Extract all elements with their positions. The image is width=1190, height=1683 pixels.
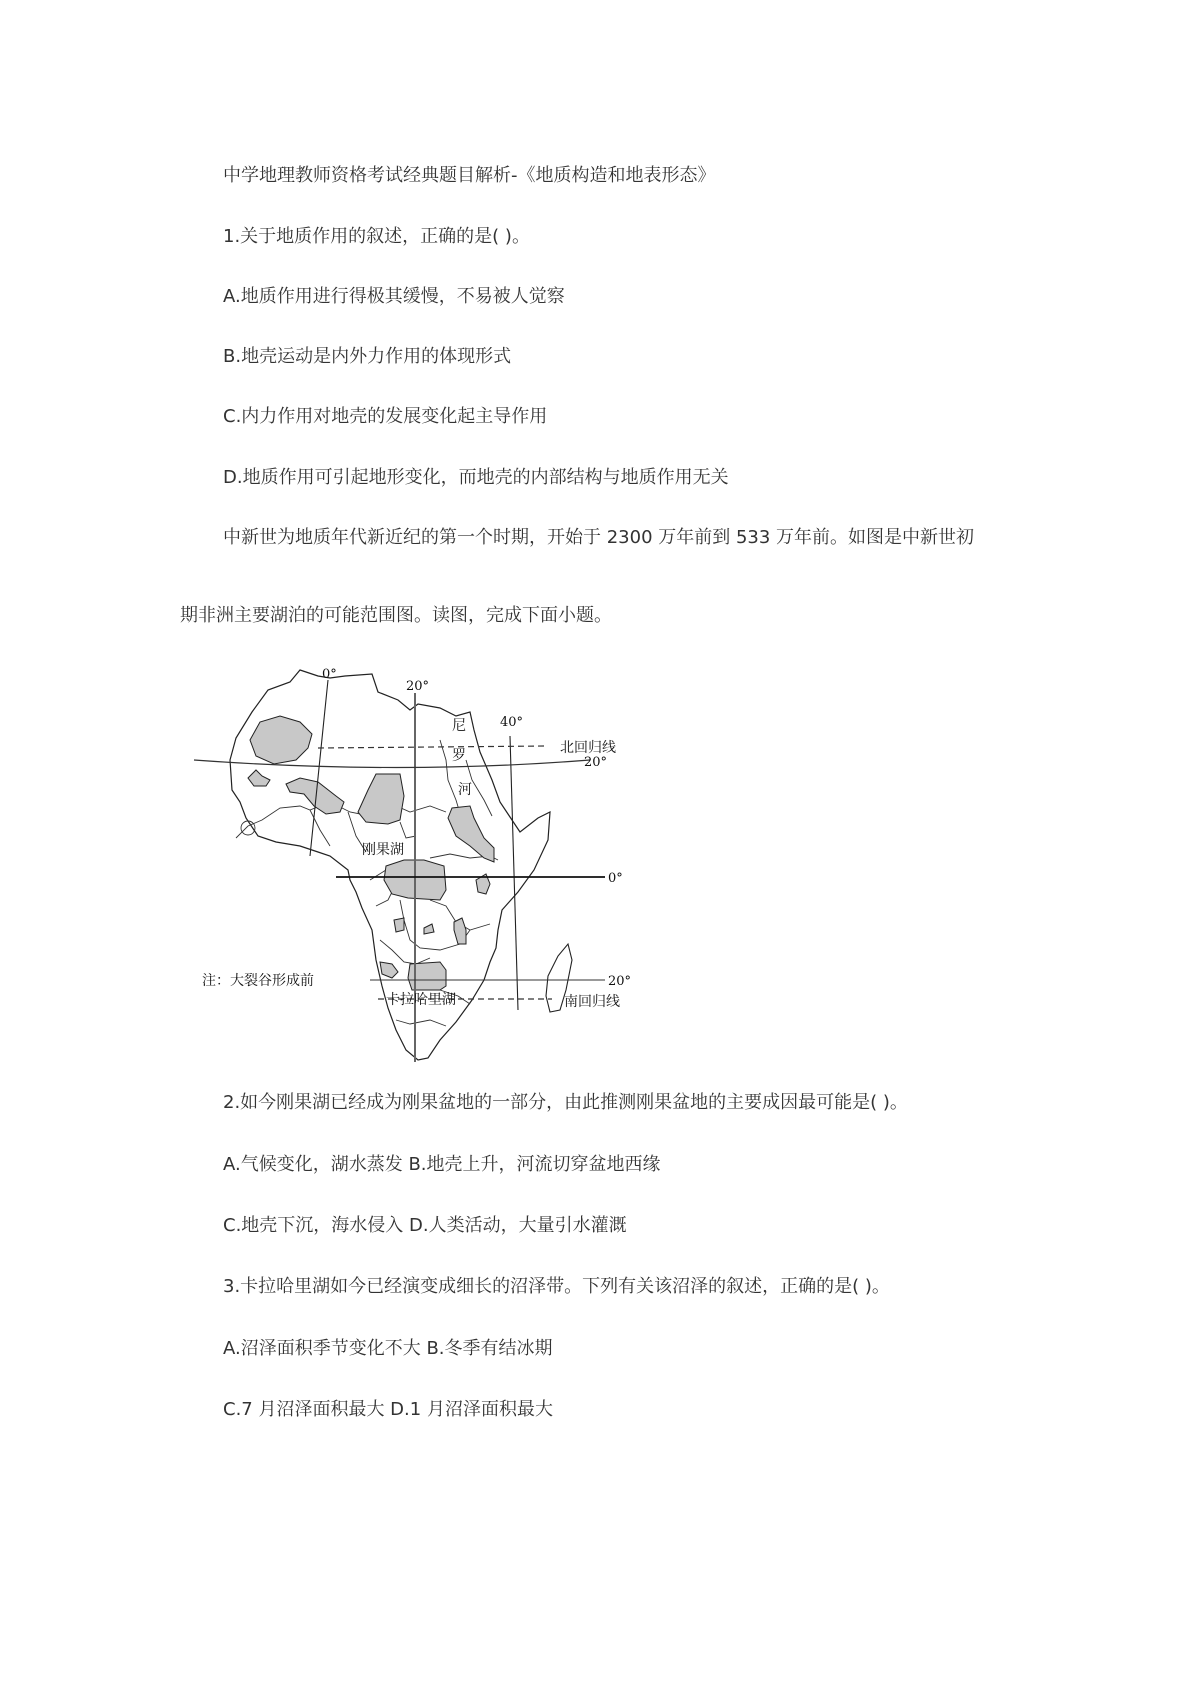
document-title: 中学地理教师资格考试经典题目解析-《地质构造和地表形态》	[223, 165, 716, 186]
lake-kalahari	[408, 962, 446, 990]
question-2-options-ab: A.气候变化，湖水蒸发 B.地壳上升，河流切穿盆地西缘	[223, 1154, 661, 1175]
label-lake-kalahari: 卡拉哈里湖	[386, 992, 456, 1008]
question-1-option-a: A.地质作用进行得极其缓慢，不易被人觉察	[223, 286, 565, 307]
africa-lakes-map	[180, 650, 660, 1070]
lake-sudd	[448, 806, 494, 862]
lake-small-west	[248, 770, 270, 786]
label-meridian-0: 0°	[322, 667, 337, 682]
lake-small-center-2	[424, 924, 434, 934]
label-meridian-20e: 20°	[406, 679, 430, 694]
question-1-option-c: C.内力作用对地壳的发展变化起主导作用	[223, 406, 548, 427]
question-3-options-ab: A.沼泽面积季节变化不大 B.冬季有结冰期	[223, 1338, 553, 1359]
label-nile-2: 罗	[452, 748, 466, 764]
lake-sahara-west	[250, 716, 312, 764]
question-3-stem: 3.卡拉哈里湖如今已经演变成细长的沼泽带。下列有关该沼泽的叙述，正确的是( )。	[223, 1276, 890, 1297]
label-meridian-40e: 40°	[500, 715, 524, 730]
parallel-20n	[194, 760, 590, 768]
label-nile-3: 河	[458, 782, 472, 798]
question-1-option-d: D.地质作用可引起地形变化，而地壳的内部结构与地质作用无关	[223, 467, 729, 488]
tropic-cancer	[318, 746, 548, 748]
lake-malawi-area	[454, 918, 466, 944]
question-1-option-b: B.地壳运动是内外力作用的体现形式	[223, 346, 512, 367]
label-parallel-20s: 20°	[608, 974, 632, 989]
lake-small-center-1	[394, 918, 404, 932]
question-3-options-cd: C.7 月沼泽面积最大 D.1 月沼泽面积最大	[223, 1399, 553, 1420]
label-tropic-capricorn: 南回归线	[564, 994, 620, 1010]
label-equator: 0°	[608, 871, 623, 886]
label-nile-1: 尼	[452, 718, 466, 734]
question-2-options-cd: C.地壳下沉，海水侵入 D.人类活动，大量引水灌溉	[223, 1215, 627, 1236]
map-note: 注：大裂谷形成前	[202, 973, 314, 989]
meridian-0	[310, 680, 328, 856]
passage-line-2: 期非洲主要湖泊的可能范围图。读图，完成下面小题。	[180, 605, 612, 626]
label-lake-congo: 刚果湖	[362, 842, 404, 858]
label-tropic-cancer: 北回归线	[560, 740, 616, 756]
passage-line-1: 中新世为地质年代新近纪的第一个时期，开始于 2300 万年前到 533 万年前。如图是中新世初	[223, 527, 975, 548]
lake-small-south-west	[380, 962, 398, 978]
question-1-stem: 1.关于地质作用的叙述，正确的是( )。	[223, 226, 530, 247]
question-2-stem: 2.如今刚果湖已经成为刚果盆地的一部分，由此推测刚果盆地的主要成因最可能是( )。	[223, 1092, 908, 1113]
lake-chad	[358, 774, 404, 824]
label-parallel-20n: 20°	[584, 755, 608, 770]
meridian-40e	[510, 736, 518, 1010]
